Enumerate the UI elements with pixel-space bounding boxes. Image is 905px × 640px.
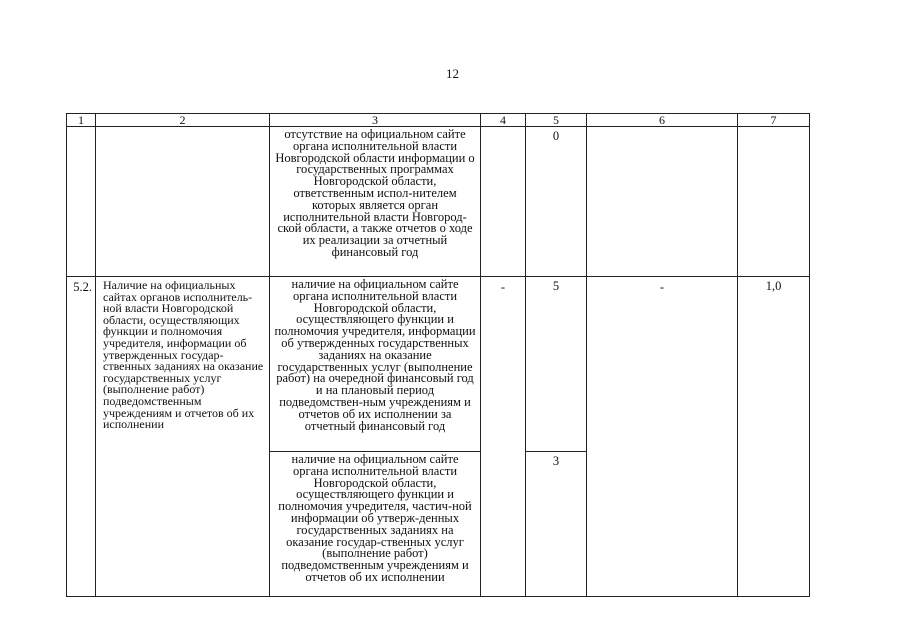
indicator-cell: Наличие на официальных сайтах органов исполнитель-ной власти Новгородской области, осуществляющих функции и полномочия учредителя, информации об утвержденных государ-ственных заданиях на оказание государственных услуг (выполнение работ) подведомственным учреждениям и отчетов об их исполнении <box>96 277 270 597</box>
column-header-5: 5 <box>526 114 587 127</box>
score-cell: 0 <box>526 127 587 277</box>
table-row <box>67 277 810 452</box>
row-number-cell <box>67 127 96 277</box>
criterion-cell: наличие на официальном сайте органа исполнительной власти Новгородской области, осуществляющего функции и полномочия учредителя, информации об утвержденных государственных заданиях на оказание государственных услуг (выполнение работ) на очередной финансовый год и на плановый период подведомствен-ным учреждениям и отчетов об их исполнении за отчетный финансовый год <box>270 277 481 452</box>
table-row <box>67 127 810 277</box>
page-number: 12 <box>446 66 459 81</box>
row-number-cell: 5.2. <box>67 277 96 597</box>
score-cell: 5 <box>526 277 587 452</box>
column-header-4: 4 <box>481 114 526 127</box>
col4-cell: - <box>481 277 526 597</box>
col7-cell <box>738 127 810 277</box>
indicator-cell <box>96 127 270 277</box>
criterion-cell: отсутствие на официальном сайте органа исполнительной власти Новгородской области информации о государственных программах Новгородской области, ответственным испол-нителем которых является орган исполнительной власти Новгород-ской области, а также отчетов о ходе их реализации за отчетный финансовый год <box>270 127 481 277</box>
column-header-2: 2 <box>96 114 270 127</box>
score-cell: 3 <box>526 452 587 597</box>
col6-cell <box>587 127 738 277</box>
column-number-row <box>67 114 810 127</box>
col6-cell: - <box>587 277 738 597</box>
column-header-6: 6 <box>587 114 738 127</box>
column-header-7: 7 <box>738 114 810 127</box>
column-header-3: 3 <box>270 114 481 127</box>
col7-cell: 1,0 <box>738 277 810 597</box>
criterion-cell: наличие на официальном сайте органа исполнительной власти Новгородской области, осуществляющего функции и полномочия учредителя, частич-ной информации об утверж-денных государственных заданиях на оказание государ-ственных услуг (выполнение работ) подведомственным учреждениям и отчетов об их исполнении <box>270 452 481 597</box>
col4-cell <box>481 127 526 277</box>
column-header-1: 1 <box>67 114 96 127</box>
criteria-table <box>66 113 810 597</box>
